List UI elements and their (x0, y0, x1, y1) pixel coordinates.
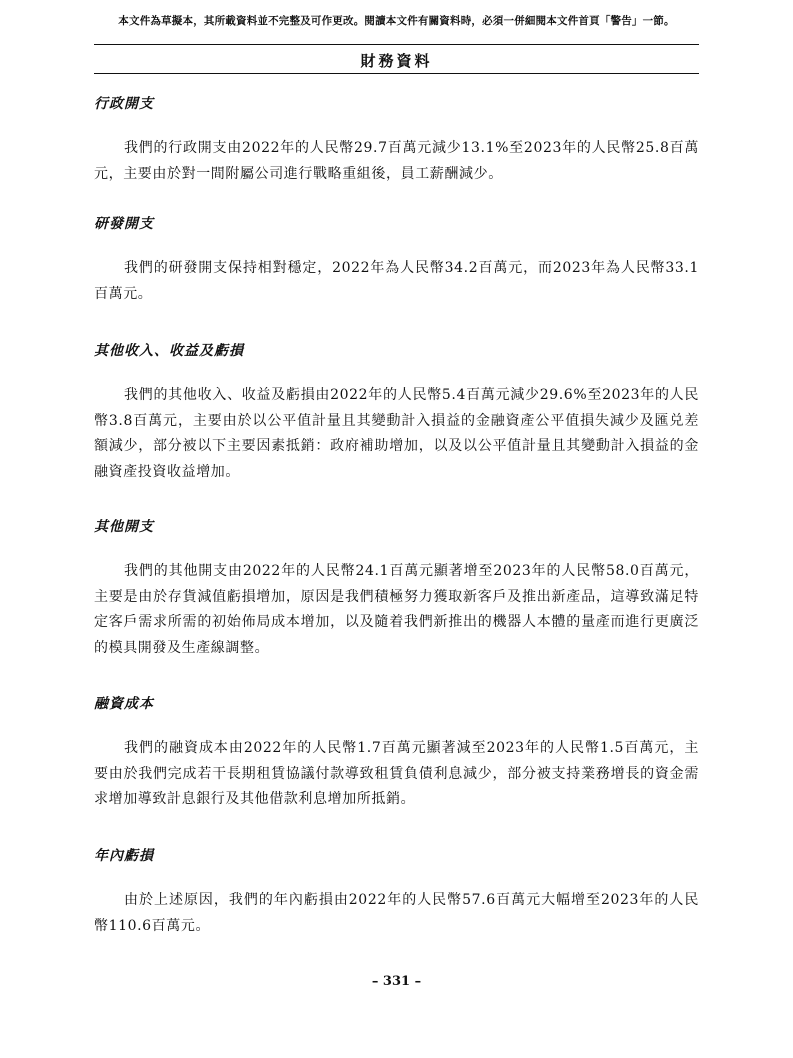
section-heading: 其他收入、收益及虧損 (94, 343, 244, 359)
section-heading: 行政開支 (94, 96, 154, 112)
header-rule-top (94, 44, 699, 45)
section-paragraph: 我們的研發開支保持相對穩定，2022年為人民幣34.2百萬元，而2023年為人民幣33.1百萬元。 (94, 260, 699, 302)
section-rd-expenses (94, 214, 699, 307)
section-heading: 年內虧損 (94, 848, 154, 864)
section-heading: 其他開支 (94, 519, 154, 535)
page-number: – 331 – (371, 974, 422, 989)
draft-disclaimer: 本文件為草擬本，其所載資料並不完整及可作更改。閱讀本文件有關資料時，必須一併細閱本文件首頁「警告」一節。 (118, 15, 675, 27)
section-other-income (94, 341, 699, 485)
section-paragraph: 我們的其他開支由2022年的人民幣24.1百萬元顯著增至2023年的人民幣58.0百萬元，主要是由於存貨減值虧損增加，原因是我們積極努力獲取新客戶及推出新產品，這導致滿足特定客戶需求所需的初始佈局成本增加，以及隨着我們新推出的機器人本體的量產而進行更廣泛的模具開發及生產線調整。 (94, 563, 699, 656)
section-paragraph: 我們的行政開支由2022年的人民幣29.7百萬元減少13.1%至2023年的人民幣25.8百萬元，主要由於對一間附屬公司進行戰略重組後，員工薪酬減少。 (94, 140, 699, 182)
section-heading: 融資成本 (94, 696, 154, 712)
section-paragraph: 我們的融資成本由2022年的人民幣1.7百萬元顯著減至2023年的人民幣1.5百萬元，主要由於我們完成若干長期租賃協議付款導致租賃負債利息減少，部分被支持業務增長的資金需求增加導致計息銀行及其他借款利息增加所抵銷。 (94, 740, 699, 807)
section-paragraph: 我們的其他收入、收益及虧損由2022年的人民幣5.4百萬元減少29.6%至2023年的人民幣3.8百萬元，主要由於以公平值計量且其變動計入損益的金融資產公平值損失減少及匯兑差額減少，部分被以下主要因素抵銷：政府補助增加，以及以公平值計量且其變動計入損益的金融資產投資收益增加。 (94, 387, 699, 480)
section-other-expenses (94, 517, 699, 661)
section-title: 財務資料 (360, 52, 433, 70)
section-heading: 研發開支 (94, 216, 154, 232)
section-administrative-expenses (94, 94, 699, 187)
header-rule-bottom (94, 73, 699, 74)
section-loss-for-year (94, 846, 699, 939)
section-paragraph: 由於上述原因，我們的年內虧損由2022年的人民幣57.6百萬元大幅增至2023年的人民幣110.6百萬元。 (94, 892, 699, 934)
section-finance-costs (94, 694, 699, 813)
